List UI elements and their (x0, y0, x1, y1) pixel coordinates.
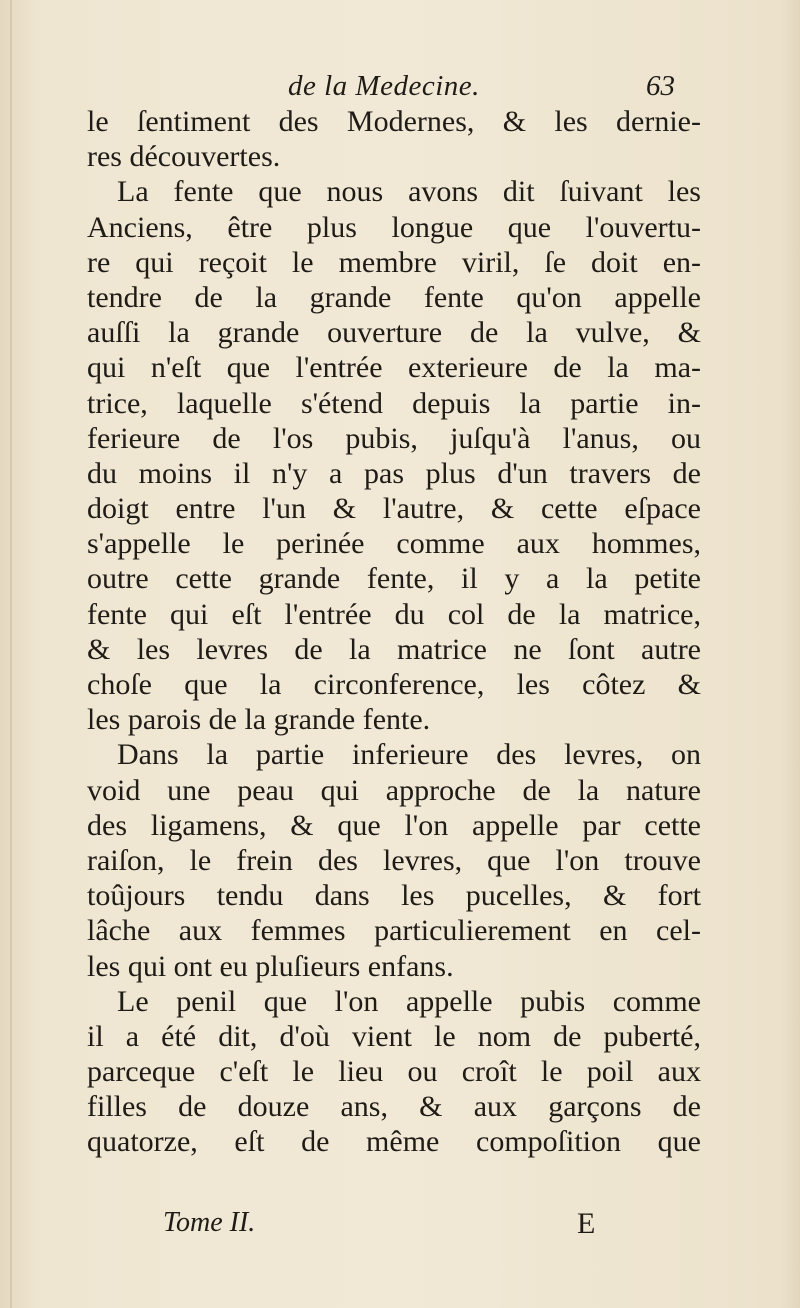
text-line: tendre de la grande fente qu'on appelle (87, 280, 701, 314)
signature-mark: E (577, 1207, 596, 1240)
text-line: res découvertes. (87, 140, 281, 174)
text-line: La fente que nous avons dit ſuivant les (117, 175, 701, 209)
text-line: Anciens, être plus longue que l'ouvertu- (87, 210, 701, 244)
text-line: quatorze, eſt de même compoſition que (87, 1125, 701, 1159)
page-number: 63 (646, 70, 675, 102)
text-line: fente qui eſt l'entrée du col de la matrice, (87, 597, 701, 631)
text-line: outre cette grande fente, il y a la petite (87, 562, 701, 596)
body-text (87, 104, 701, 1160)
running-title: de la Medecine. (288, 70, 480, 102)
text-line: Dans la partie inferieure des levres, on (117, 738, 701, 772)
text-line: il a été dit, d'où vient le nom de puberté, (87, 1019, 701, 1053)
text-line: des ligamens, & que l'on appelle par cette (87, 808, 701, 842)
text-line: auſſi la grande ouverture de la vulve, & (87, 316, 701, 350)
text-line: le ſentiment des Modernes, & les dernie- (87, 105, 701, 138)
text-line: ferieure de l'os pubis, juſqu'à l'anus, ou (87, 421, 701, 455)
text-line: filles de douze ans, & aux garçons de (87, 1090, 701, 1124)
text-line: doigt entre l'un & l'autre, & cette eſpace (87, 492, 701, 526)
text-line: choſe que la circonference, les côtez & (87, 668, 701, 701)
text-line: lâche aux femmes particulierement en cel- (87, 914, 701, 948)
text-line: void une peau qui approche de la nature (87, 773, 701, 807)
text-line: Le penil que l'on appelle pubis comme (117, 984, 701, 1018)
page-footer (0, 1207, 800, 1247)
volume-label: Tome II. (163, 1207, 256, 1238)
text-line: parceque c'eſt le lieu ou croît le poil aux (87, 1055, 701, 1089)
text-line: raiſon, le frein des levres, que l'on trouve (87, 843, 701, 877)
text-line: toûjours tendu dans les pucelles, & fort (87, 879, 701, 913)
text-line: les parois de la grande fente. (87, 703, 431, 737)
text-line: du moins il n'y a pas plus d'un travers de (87, 456, 701, 490)
text-line: les qui ont eu pluſieurs enfans. (87, 949, 454, 983)
text-line: re qui reçoit le membre viril, ſe doit en- (87, 245, 701, 279)
text-line: qui n'eſt que l'entrée exterieure de la ma- (87, 351, 701, 385)
gutter-edge (10, 0, 12, 1308)
text-line: trice, laquelle s'étend depuis la partie in- (87, 386, 701, 420)
text-line: & les levres de la matrice ne ſont autre (87, 632, 701, 666)
text-line: s'appelle le perinée comme aux hommes, (87, 527, 701, 561)
